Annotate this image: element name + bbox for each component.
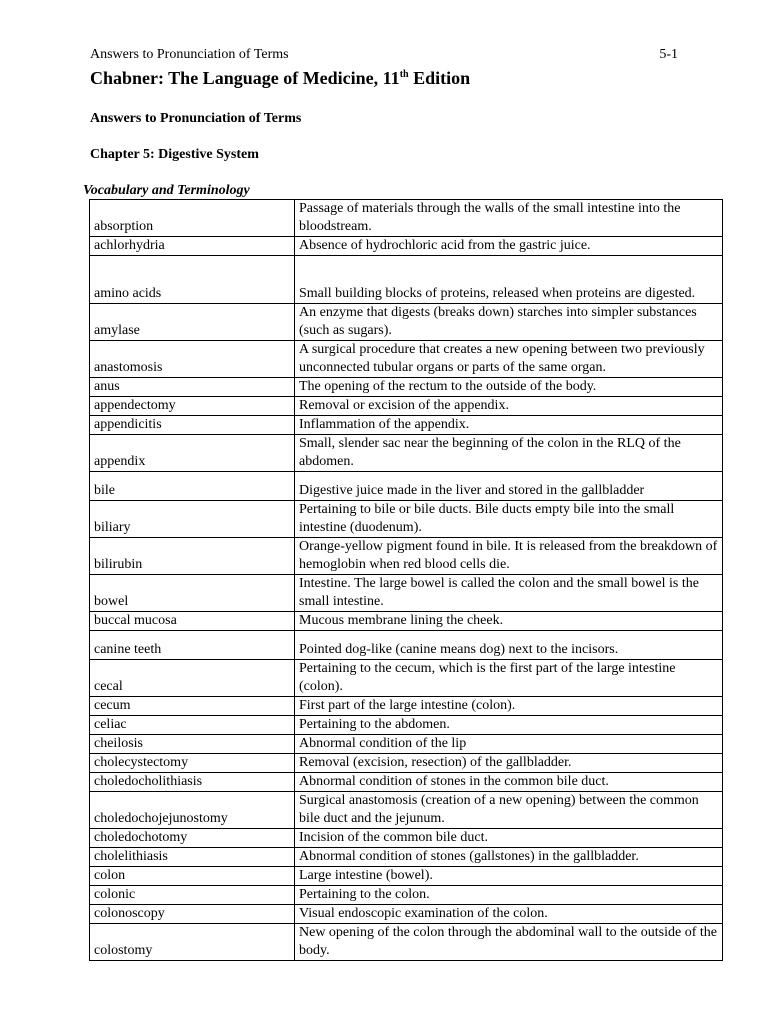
book-title-main: Chabner: The Language of Medicine, 11 [90, 68, 400, 88]
definition-cell: Pertaining to the colon. [295, 886, 723, 905]
section-title: Vocabulary and Terminology [83, 183, 250, 198]
term-cell: colon [90, 867, 295, 886]
term-cell: achlorhydria [90, 237, 295, 256]
term-cell: anastomosis [90, 341, 295, 378]
term-cell: bowel [90, 575, 295, 612]
term-cell: amylase [90, 304, 295, 341]
term-cell: choledocholithiasis [90, 773, 295, 792]
term-cell: cecum [90, 697, 295, 716]
term-cell: cholecystectomy [90, 754, 295, 773]
term-cell: absorption [90, 200, 295, 237]
term-cell: appendix [90, 435, 295, 472]
book-title [90, 68, 470, 89]
table-row [90, 612, 723, 631]
definition-cell: Pertaining to the abdomen. [295, 716, 723, 735]
table-row [90, 472, 723, 501]
definition-cell: Pointed dog-like (canine means dog) next to the incisors. [295, 631, 723, 660]
table-row [90, 754, 723, 773]
book-title-end: Edition [408, 68, 471, 88]
definition-cell: Surgical anastomosis (creation of a new opening) between the common bile duct and the jejunum. [295, 792, 723, 829]
table-row [90, 341, 723, 378]
definition-cell: Small building blocks of proteins, released when proteins are digested. [295, 256, 723, 304]
table-row [90, 237, 723, 256]
term-cell: biliary [90, 501, 295, 538]
table-row [90, 416, 723, 435]
definition-cell: An enzyme that digests (breaks down) starches into simpler substances (such as sugars). [295, 304, 723, 341]
term-cell: celiac [90, 716, 295, 735]
page-number: 5-1 [659, 47, 678, 62]
table-row [90, 200, 723, 237]
definition-cell: Intestine. The large bowel is called the colon and the small bowel is the small intestine. [295, 575, 723, 612]
definition-cell: Incision of the common bile duct. [295, 829, 723, 848]
table-row [90, 886, 723, 905]
document-heading: Answers to Pronunciation of Terms [90, 111, 302, 126]
term-cell: bilirubin [90, 538, 295, 575]
table-row [90, 792, 723, 829]
term-cell: buccal mucosa [90, 612, 295, 631]
definition-cell: Removal (excision, resection) of the gallbladder. [295, 754, 723, 773]
table-row [90, 304, 723, 341]
definition-cell: Absence of hydrochloric acid from the gastric juice. [295, 237, 723, 256]
table-row [90, 716, 723, 735]
table-row [90, 660, 723, 697]
term-cell: bile [90, 472, 295, 501]
book-title-superscript: th [399, 69, 409, 80]
table-row [90, 256, 723, 304]
running-title: Answers to Pronunciation of Terms [90, 47, 289, 62]
term-cell: choledochotomy [90, 829, 295, 848]
definition-cell: Abnormal condition of stones (gallstones) in the gallbladder. [295, 848, 723, 867]
table-row [90, 697, 723, 716]
definition-cell: A surgical procedure that creates a new opening between two previously unconnected tubular organs or parts of the same organ. [295, 341, 723, 378]
table-row [90, 829, 723, 848]
definition-cell: Large intestine (bowel). [295, 867, 723, 886]
definition-cell: Visual endoscopic examination of the colon. [295, 905, 723, 924]
definition-cell: Mucous membrane lining the cheek. [295, 612, 723, 631]
definition-cell: Pertaining to the cecum, which is the first part of the large intestine (colon). [295, 660, 723, 697]
table-row [90, 773, 723, 792]
definition-cell: New opening of the colon through the abdominal wall to the outside of the body. [295, 924, 723, 961]
term-cell: anus [90, 378, 295, 397]
definition-cell: First part of the large intestine (colon). [295, 697, 723, 716]
term-cell: cheilosis [90, 735, 295, 754]
term-cell: colostomy [90, 924, 295, 961]
table-row [90, 848, 723, 867]
table-row [90, 575, 723, 612]
vocabulary-table [89, 199, 723, 961]
definition-cell: Removal or excision of the appendix. [295, 397, 723, 416]
table-row [90, 501, 723, 538]
term-cell: appendectomy [90, 397, 295, 416]
term-cell: choledochojejunostomy [90, 792, 295, 829]
term-cell: cholelithiasis [90, 848, 295, 867]
table-row [90, 538, 723, 575]
definition-cell: Abnormal condition of the lip [295, 735, 723, 754]
table-row [90, 905, 723, 924]
term-cell: appendicitis [90, 416, 295, 435]
definition-cell: Orange-yellow pigment found in bile. It is released from the breakdown of hemoglobin when red blood cells die. [295, 538, 723, 575]
term-cell: cecal [90, 660, 295, 697]
definition-cell: Inflammation of the appendix. [295, 416, 723, 435]
table-row [90, 435, 723, 472]
definition-cell: Digestive juice made in the liver and stored in the gallbladder [295, 472, 723, 501]
definition-cell: Pertaining to bile or bile ducts. Bile ducts empty bile into the small intestine (duodenum). [295, 501, 723, 538]
table-row [90, 631, 723, 660]
definition-cell: Small, slender sac near the beginning of the colon in the RLQ of the abdomen. [295, 435, 723, 472]
table-row [90, 867, 723, 886]
table-row [90, 378, 723, 397]
term-cell: amino acids [90, 256, 295, 304]
table-row [90, 397, 723, 416]
definition-cell: Abnormal condition of stones in the common bile duct. [295, 773, 723, 792]
table-row [90, 924, 723, 961]
term-cell: colonoscopy [90, 905, 295, 924]
table-row [90, 735, 723, 754]
definition-cell: Passage of materials through the walls of the small intestine into the bloodstream. [295, 200, 723, 237]
running-header [90, 47, 678, 63]
term-cell: colonic [90, 886, 295, 905]
term-cell: canine teeth [90, 631, 295, 660]
chapter-heading: Chapter 5: Digestive System [90, 147, 259, 162]
definition-cell: The opening of the rectum to the outside of the body. [295, 378, 723, 397]
